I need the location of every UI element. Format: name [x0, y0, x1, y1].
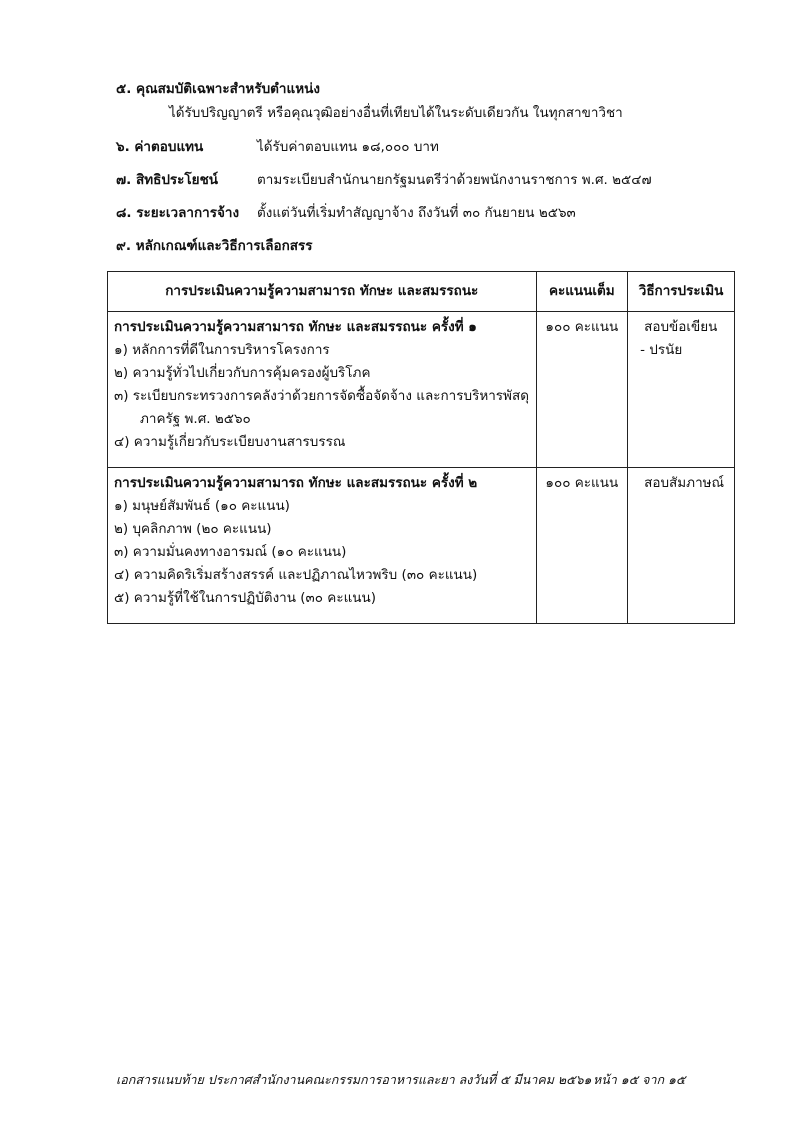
- assessment-cell: [108, 468, 537, 624]
- footer-text: เอกสารแนบท้าย ประกาศสำนักงานคณะกรรมการอาหารและยา ลงวันที่ ๕ มีนาคม ๒๕๖๑: [116, 1072, 592, 1087]
- list-item: ๓) ระเบียบกระทรวงการคลังว่าด้วยการจัดซื้อจัดจ้าง และการบริหารพัสดุ: [114, 388, 529, 404]
- table-header-row: [108, 272, 735, 312]
- method-line: สอบข้อเขียน: [644, 319, 718, 335]
- section-6-text: ได้รับค่าตอบแทน ๑๘,๐๐๐ บาท: [257, 139, 439, 155]
- list-item-continuation: ภาครัฐ พ.ศ. ๒๕๖๐: [140, 411, 251, 427]
- method-cell: [628, 468, 735, 624]
- section-8-label: ๘. ระยะเวลาการจ้าง: [116, 205, 240, 221]
- header-assessment: การประเมินความรู้ความสามารถ ทักษะ และสมรรถนะ: [108, 272, 537, 312]
- list-item: ๒) ความรู้ทั่วไปเกี่ยวกับการคุ้มครองผู้บริโภค: [114, 365, 371, 381]
- list-item: ๓) ความมั่นคงทางอารมณ์ (๑๐ คะแนน): [114, 544, 347, 560]
- assessment-title: การประเมินความรู้ความสามารถ ทักษะ และสมรรถนะ ครั้งที่ ๑: [114, 319, 477, 335]
- method-line: - ปรนัย: [640, 342, 683, 358]
- table-row: [108, 468, 735, 624]
- assessment-cell: [108, 312, 537, 468]
- table-row: [108, 312, 735, 468]
- section-5-heading: ๕. คุณสมบัติเฉพาะสำหรับตำแหน่ง: [116, 81, 320, 97]
- section-7-text: ตามระเบียบสำนักนายกรัฐมนตรีว่าด้วยพนักงานราชการ พ.ศ. ๒๕๔๗: [257, 172, 652, 188]
- assessment-title: การประเมินความรู้ความสามารถ ทักษะ และสมรรถนะ ครั้งที่ ๒: [114, 475, 478, 491]
- list-item: ๔) ความคิดริเริ่มสร้างสรรค์ และปฏิภาณไหวพริบ (๓๐ คะแนน): [114, 567, 478, 583]
- list-item: ๕) ความรู้ที่ใช้ในการปฏิบัติงาน (๓๐ คะแนน): [114, 590, 376, 606]
- header-method: วิธีการประเมิน: [628, 272, 735, 312]
- section-8-text: ตั้งแต่วันที่เริ่มทำสัญญาจ้าง ถึงวันที่ ๓๐ กันยายน ๒๕๖๓: [257, 205, 576, 221]
- section-7-label: ๗. สิทธิประโยชน์: [116, 172, 218, 188]
- list-item: ๑) หลักการที่ดีในการบริหารโครงการ: [114, 342, 330, 358]
- method-cell: [628, 312, 735, 468]
- section-9-heading: ๙. หลักเกณฑ์และวิธีการเลือกสรร: [116, 238, 313, 254]
- method-line: สอบสัมภาษณ์: [644, 475, 725, 491]
- header-full-score: คะแนนเต็ม: [536, 272, 628, 312]
- section-6-label: ๖. ค่าตอบแทน: [116, 139, 204, 155]
- score-cell: ๑๐๐ คะแนน: [536, 468, 628, 624]
- section-5-text: ได้รับปริญญาตรี หรือคุณวุฒิอย่างอื่นที่เทียบได้ในระดับเดียวกัน ในทุกสาขาวิชา: [169, 105, 623, 121]
- page-number: หน้า ๑๕ จาก ๑๕: [593, 1072, 686, 1087]
- selection-criteria-table: [107, 271, 735, 624]
- list-item: ๒) บุคลิกภาพ (๒๐ คะแนน): [114, 521, 272, 537]
- score-cell: ๑๐๐ คะแนน: [536, 312, 628, 468]
- list-item: ๔) ความรู้เกี่ยวกับระเบียบงานสารบรรณ: [114, 434, 346, 450]
- list-item: ๑) มนุษย์สัมพันธ์ (๑๐ คะแนน): [114, 498, 290, 514]
